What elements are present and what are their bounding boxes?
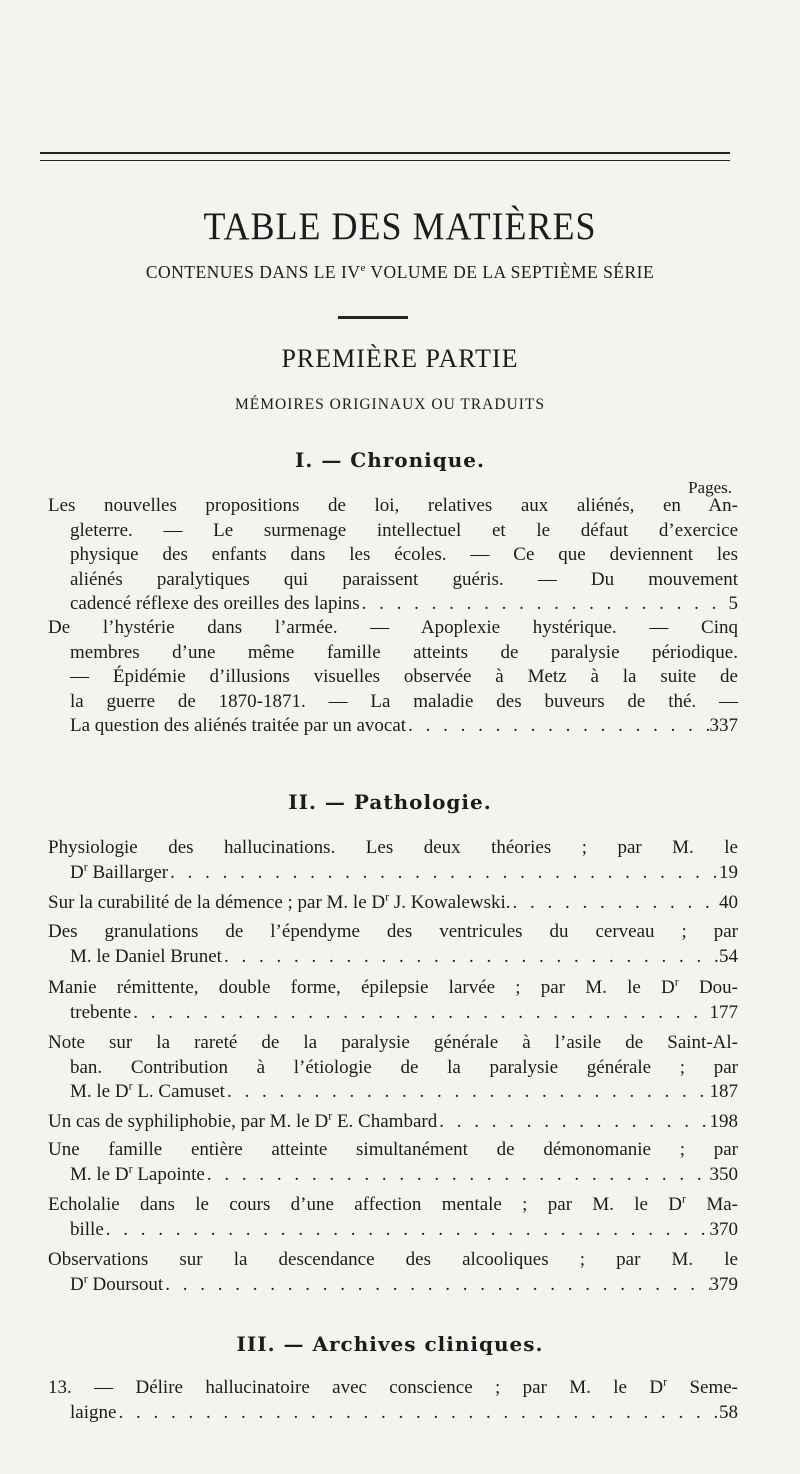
entry-line: Des granulations de l’épendyme des ventricules du cerveau ; par: [48, 921, 738, 942]
text-part: D: [70, 861, 84, 883]
text-part: M. le D: [70, 1163, 129, 1185]
text-part: Manie rémittente, double forme, épilepsie larvée ; par M. le D: [48, 977, 675, 998]
toc-entry: [48, 1031, 738, 1105]
leader-dots: [437, 1110, 709, 1135]
toc-entry: [48, 616, 738, 739]
toc-entry: [48, 891, 738, 916]
text-part: Lapointe: [132, 1163, 205, 1185]
toc-entry: [48, 976, 738, 1025]
entry-last-line: [48, 945, 738, 970]
entry-last-line: [48, 1273, 738, 1298]
entry-last-line: [48, 1080, 738, 1105]
section-title-archives-cliniques: III. — Archives cliniques.: [236, 1332, 544, 1356]
page-number: 54: [719, 945, 738, 967]
entry-last-line: [48, 891, 738, 916]
text-part: D: [70, 1273, 84, 1295]
entry-text: cadencé réflexe des oreilles des lapins: [70, 593, 360, 614]
leader-dots: [163, 1273, 709, 1298]
text-part: Echolalie dans le cours d’une affection mentale ; par M. le D: [48, 1194, 683, 1215]
entry-text: trebente: [70, 1001, 132, 1023]
toc-entry: [48, 1193, 738, 1242]
subtitle-sup: e: [360, 262, 366, 275]
entry-line: la guerre de 1870-1871. — La maladie des buveurs de thé. —: [70, 690, 738, 712]
page-number: 337: [709, 715, 738, 736]
text-sup: r: [385, 889, 390, 904]
text-sup: r: [663, 1374, 668, 1389]
toc-entry: [48, 494, 738, 617]
entry-last-line: [48, 861, 738, 886]
text-sup: r: [328, 1108, 333, 1123]
leader-dots: [511, 891, 719, 916]
toc-entry: [48, 1248, 738, 1297]
bleed-through-header: [260, 105, 266, 120]
section-divider: [338, 316, 408, 319]
text-part: L. Camuset: [132, 1081, 225, 1102]
part-subtitle: MÉMOIRES ORIGINAUX OU TRADUITS: [234, 396, 545, 413]
text-sup: r: [682, 1191, 687, 1206]
text-sup: r: [128, 1078, 133, 1093]
leader-dots: [360, 592, 729, 617]
page-number: 370: [709, 1218, 738, 1240]
text-sup: r: [83, 859, 88, 874]
entry-last-line: [48, 592, 738, 617]
toc-entry: [48, 836, 738, 885]
entry-last-line: [48, 1401, 738, 1426]
text-part: Seme-: [667, 1377, 738, 1398]
entry-line: aliénés paralytiques qui paraissent guéris. — Du mouvement: [70, 568, 738, 590]
entry-last-line: [48, 1218, 738, 1243]
text-sup: r: [674, 974, 679, 989]
page-number: 177: [709, 1001, 738, 1023]
text-part: Dou-: [678, 977, 738, 998]
leader-dots: [406, 714, 709, 739]
entry-text: laigne: [70, 1401, 117, 1423]
pages-column-header: Pages.: [688, 478, 732, 497]
entry-line: [48, 1193, 738, 1218]
page-number: 58: [719, 1401, 738, 1423]
entry-text: [48, 1110, 437, 1135]
text-part: 13. — Délire hallucinatoire avec conscience ; par M. le D: [48, 1377, 664, 1398]
part-title: PREMIÈRE PARTIE: [281, 344, 519, 373]
top-rule-thick: [40, 152, 730, 154]
text-sup: r: [128, 1161, 133, 1176]
entry-last-line: [48, 714, 738, 739]
entry-last-line: [48, 1110, 738, 1135]
entry-line: Les nouvelles propositions de loi, relatives aux aliénés, en An-: [48, 495, 738, 516]
subtitle-before: CONTENUES DANS LE IV: [145, 262, 361, 282]
entry-line: ban. Contribution à l’étiologie de la paralysie générale ; par: [70, 1056, 738, 1078]
subtitle-after: VOLUME DE LA SEPTIÈME SÉRIE: [365, 262, 655, 282]
page-number: 187: [709, 1081, 738, 1102]
section-title-pathologie: II. — Pathologie.: [288, 790, 492, 814]
entry-line: Une famille entière atteinte simultanément de démonomanie ; par: [48, 1139, 738, 1160]
toc-entry: [48, 1138, 738, 1187]
entry-line: Observations sur la descendance des alcooliques ; par M. le: [48, 1249, 738, 1270]
entry-text: [70, 861, 168, 886]
leader-dots: [222, 945, 719, 970]
leader-dots: [168, 861, 719, 886]
entry-text: [70, 1273, 163, 1298]
entry-line: Physiologie des hallucinations. Les deux théories ; par M. le: [48, 837, 738, 858]
page-number: 198: [709, 1111, 738, 1132]
section-title-chronique: I. — Chronique.: [295, 448, 485, 472]
leader-dots: [116, 1401, 719, 1426]
toc-entry: [48, 1110, 738, 1135]
entry-line: gleterre. — Le surmenage intellectuel et le défaut d’exercice: [70, 519, 738, 541]
page-number: 19: [719, 861, 738, 883]
page-number: 379: [709, 1273, 738, 1295]
page-number: 40: [719, 892, 738, 913]
text-part: Doursout: [87, 1273, 164, 1295]
leader-dots: [205, 1163, 710, 1188]
text-part: Un cas de syphiliphobie, par M. le D: [48, 1111, 329, 1132]
top-rule-thin: [40, 160, 730, 161]
entry-line: physique des enfants dans les écoles. — Ce que deviennent les: [70, 544, 738, 565]
text-part: Ma-: [686, 1194, 738, 1215]
text-part: Sur la curabilité de la démence ; par M. le D: [48, 892, 386, 913]
entry-line: [48, 976, 738, 1001]
text-part: Baillarger: [87, 861, 169, 883]
leader-dots: [131, 1001, 709, 1026]
text-sup: r: [83, 1271, 88, 1286]
entry-text: bille: [70, 1218, 104, 1240]
text-part: M. le D: [70, 1081, 129, 1102]
page-number: 5: [728, 593, 738, 614]
entry-line: Note sur la rareté de la paralysie générale à l’asile de Saint-Al-: [48, 1032, 738, 1053]
volume-subtitle: [0, 262, 800, 283]
entry-text: La question des aliénés traitée par un avocat: [70, 715, 407, 736]
text-part: E. Chambard: [332, 1111, 438, 1132]
leader-dots: [104, 1218, 710, 1243]
page-title: TABLE DES MATIÈRES: [203, 204, 597, 248]
page-number: 350: [709, 1163, 738, 1185]
entry-line: membres d’une même famille atteints de paralysie périodique.: [70, 641, 738, 663]
entry-text: M. le Daniel Brunet: [70, 945, 222, 967]
entry-text: [70, 1080, 225, 1105]
entry-text: [70, 1163, 205, 1188]
entry-line: [48, 1376, 738, 1401]
entry-last-line: [48, 1163, 738, 1188]
entry-line: De l’hystérie dans l’armée. — Apoplexie hystérique. — Cinq: [48, 617, 738, 638]
entry-last-line: [48, 1001, 738, 1026]
toc-entry: [48, 920, 738, 969]
entry-line: — Épidémie d’illusions visuelles observée à Metz à la suite de: [70, 666, 738, 687]
toc-entry: [48, 1376, 738, 1425]
leader-dots: [225, 1080, 710, 1105]
text-part: J. Kowalewski.: [389, 892, 511, 913]
entry-text: [48, 891, 511, 916]
